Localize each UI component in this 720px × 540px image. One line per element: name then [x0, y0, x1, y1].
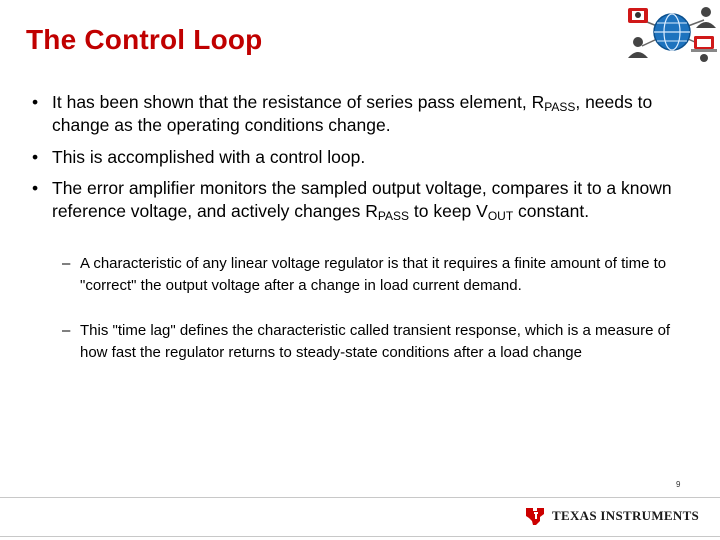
texas-instruments-logo-icon — [524, 505, 546, 527]
bullet-text: The error amplifier monitors the sampled output voltage, compares it to a known reference voltage, and actively changes $R_{PASS}$ to keep $V_{OUT}$ constant. — [52, 178, 672, 223]
bullet-item — [32, 146, 692, 169]
page-number: 9 — [676, 480, 681, 489]
sub-bullet-item — [62, 320, 682, 364]
texas-instruments-logo — [524, 503, 699, 529]
sub-bullet-text: A characteristic of any linear voltage regulator is that it requires a finite amount of time to "correct" the output voltage after a change in load current demand. — [80, 255, 667, 294]
bullet-item — [32, 91, 692, 137]
logo-wordmark: TEXAS INSTRUMENTS — [552, 508, 700, 523]
people-network-globe-icon — [624, 2, 720, 66]
bullet-text: This is accomplished with a control loop. — [52, 147, 366, 167]
sub-bullet-dash: – — [62, 255, 71, 272]
sub-bullet-item — [62, 253, 682, 297]
slide-title: The Control Loop — [26, 24, 263, 55]
bullet-dot: • — [32, 92, 39, 112]
bullet-text: It has been shown that the resistance of series pass element, $R_{PASS}$, needs to change as the operating conditions change. — [52, 92, 653, 135]
sub-bullet-text: This "time lag" defines the characteristic called transient response, which is a measure of how fast the regulator returns to steady-state conditions after a load change — [80, 322, 671, 361]
bullet-dot: • — [32, 178, 39, 198]
bullet-item — [32, 177, 692, 223]
bullet-dot: • — [32, 147, 39, 167]
sub-bullet-dash: – — [62, 322, 71, 339]
